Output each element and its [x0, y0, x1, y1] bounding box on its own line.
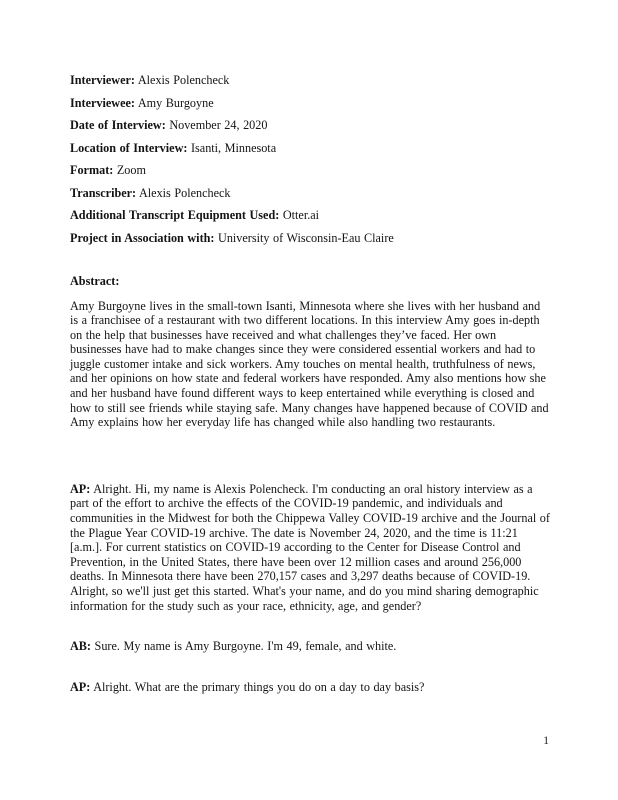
metadata-value: November 24, 2020: [169, 118, 268, 132]
metadata-label: Additional Transcript Equipment Used:: [70, 208, 280, 222]
metadata-value: Otter.ai: [282, 208, 320, 222]
speech-text: Alright. What are the primary things you do on a day to day basis?: [93, 679, 425, 694]
metadata-label: Format:: [70, 163, 114, 177]
metadata-label: Date of Interview:: [70, 118, 166, 132]
speech-text: Alright. Hi, my name is Alexis Polencheck. I'm conducting an oral history interview as a part of the effort to archive the effects of the COVID-19 pandemic, and individuals and communities in the Midwest for both the Chippewa Valley COVID-19 archive and the Journal of the Plague Year COVID-19 archive. The date is November 24, 2020, and the time is 11:21 [a.m.]. For current statistics on COVID-19 according to the Center for Disease Control and Prevention, in the United States, there have been over 12 million cases and around 256,000 deaths. In Minnesota there have been 270,157 cases and 3,297 deaths because of COVID-19. Alright, so we'll just get this started. What's your name, and do you mind sharing demographic information for the study such as your race, ethnicity, age, and gender?: [70, 481, 550, 613]
page-number: 1: [543, 735, 549, 747]
metadata-label: Transcriber:: [70, 185, 137, 200]
speech-paragraph-ap-2: [70, 680, 550, 695]
speech-paragraph-ab-1: [70, 639, 550, 654]
metadata-label: Interviewee:: [70, 95, 135, 110]
metadata-value: Zoom: [116, 163, 146, 177]
speaker-tag: AB:: [70, 639, 91, 654]
metadata-value: Alexis Polencheck: [137, 73, 230, 87]
metadata-label: Project in Association with:: [70, 230, 215, 245]
metadata-line-format: [70, 163, 550, 178]
metadata-value: Alexis Polencheck: [138, 185, 231, 200]
metadata-line-equipment: [70, 208, 550, 223]
abstract-heading: Abstract:: [70, 273, 120, 288]
speech-text: Sure. My name is Amy Burgoyne. I'm 49, female, and white.: [94, 639, 397, 654]
speaker-tag: AP:: [70, 481, 91, 496]
metadata-value: Amy Burgoyne: [137, 95, 214, 110]
speaker-tag: AP:: [70, 679, 91, 694]
metadata-line-date: [70, 118, 550, 133]
metadata-label: Interviewer:: [70, 73, 135, 87]
metadata-line-interviewee: [70, 96, 550, 111]
abstract-body: Amy Burgoyne lives in the small-town Isanti, Minnesota where she lives with her husband and is a franchisee of a restaurant with two different locations. In this interview Amy goes in-depth on the help that businesses have received and what challenges they’ve faced. Her own businesses have had to make changes since they were considered essential workers and had to juggle customer intake and sick workers. Amy touches on mental health, truthfulness of news, and her opinions on how state and federal workers have responded. Amy also mentions how she and her husband have found different ways to keep entertained while everything is closed and how to still see friends while staying safe. Many changes have happened because of COVID and Amy explains how her everyday life has changed while also handling two restaurants.: [70, 298, 549, 430]
metadata-line-project: [70, 231, 550, 246]
metadata-line-transcriber: [70, 186, 550, 201]
metadata-value: University of Wisconsin-Eau Claire: [218, 230, 394, 245]
transcript-section: [70, 482, 550, 695]
metadata-label: Location of Interview:: [70, 140, 188, 155]
metadata-value: Isanti, Minnesota: [190, 140, 277, 155]
metadata-line-interviewer: [70, 73, 550, 88]
interview-metadata: [70, 73, 550, 246]
metadata-line-location: [70, 141, 550, 156]
abstract-section: [70, 274, 550, 430]
speech-paragraph-ap-1: [70, 482, 550, 613]
